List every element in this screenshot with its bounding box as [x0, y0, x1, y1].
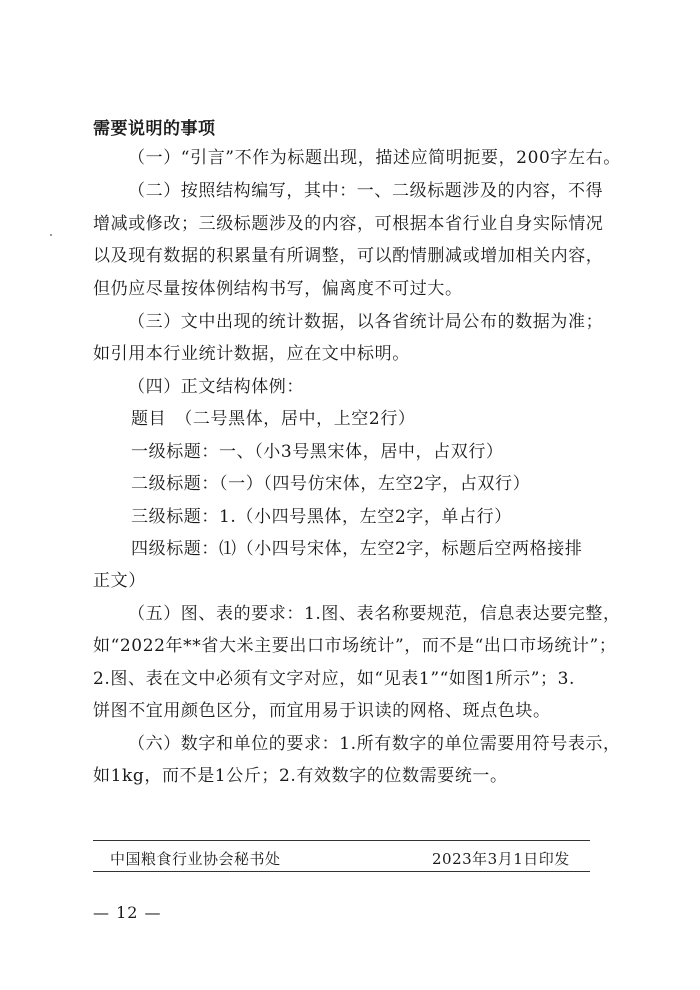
format-example-line: 三级标题：1.（小四号黑体，左空2字，单占行）: [131, 507, 512, 527]
footer-date: 2023年3月1日印发: [432, 850, 570, 868]
format-example-line: 题目 （二号黑体，居中，上空2行）: [131, 409, 416, 429]
format-example-line: 四级标题：⑴（小四号宋体，左空2字，标题后空两格接排: [131, 539, 583, 559]
paragraph-line: （四）正文结构体例：: [128, 377, 304, 397]
paragraph-line: 增减或修改；三级标题涉及的内容，可根据本省行业自身实际情况: [93, 214, 604, 234]
paragraph-line: （二）按照结构编写，其中：一、二级标题涉及的内容，不得: [128, 181, 604, 201]
footer-top-rule: [93, 840, 590, 841]
paragraph-line: （三）文中出现的统计数据，以各省统计局公布的数据为准；: [128, 312, 604, 332]
paragraph-line: 如引用本行业统计数据，应在文中标明。: [93, 344, 410, 364]
footer-issuer: 中国粮食行业协会秘书处: [110, 850, 281, 868]
paragraph-line: （五）图、表的要求：1.图、表名称要规范，信息表达要完整，: [128, 604, 621, 624]
paragraph-line: （六）数字和单位的要求：1.所有数字的单位需要用符号表示，: [128, 734, 621, 754]
format-example-line: 一级标题：一、（小3号黑宋体，居中，占双行）: [131, 442, 504, 462]
paragraph-line: 饼图不宜用颜色区分，而宜用易于识读的网格、斑点色块。: [93, 701, 551, 721]
paragraph-line: 如“2022年**省大米主要出口市场统计”，而不是“出口市场统计”；: [93, 636, 617, 656]
paragraph-line: 正文）: [93, 571, 146, 591]
footer-bottom-rule: [93, 871, 590, 872]
paragraph-line: 但仍应尽量按体例结构书写，偏离度不可过大。: [93, 279, 463, 299]
paragraph-line: 如1kg，而不是1公斤；2.有效数字的位数需要统一。: [93, 766, 508, 786]
format-example-line: 二级标题：（一）（四号仿宋体，左空2字，占双行）: [131, 474, 531, 494]
paragraph-line: 以及现有数据的积累量有所调整，可以酌情删减或增加相关内容，: [93, 246, 604, 266]
paragraph-line: 2.图、表在文中必须有文字对应，如“见表1”“如图1所示”；3.: [93, 669, 576, 689]
section-heading: 需要说明的事项: [93, 119, 216, 139]
scan-speck: [50, 234, 52, 236]
paragraph-line: （一）“引言”不作为标题出现，描述应简明扼要，200字左右。: [128, 148, 621, 168]
page-number: — 12 —: [93, 903, 162, 922]
